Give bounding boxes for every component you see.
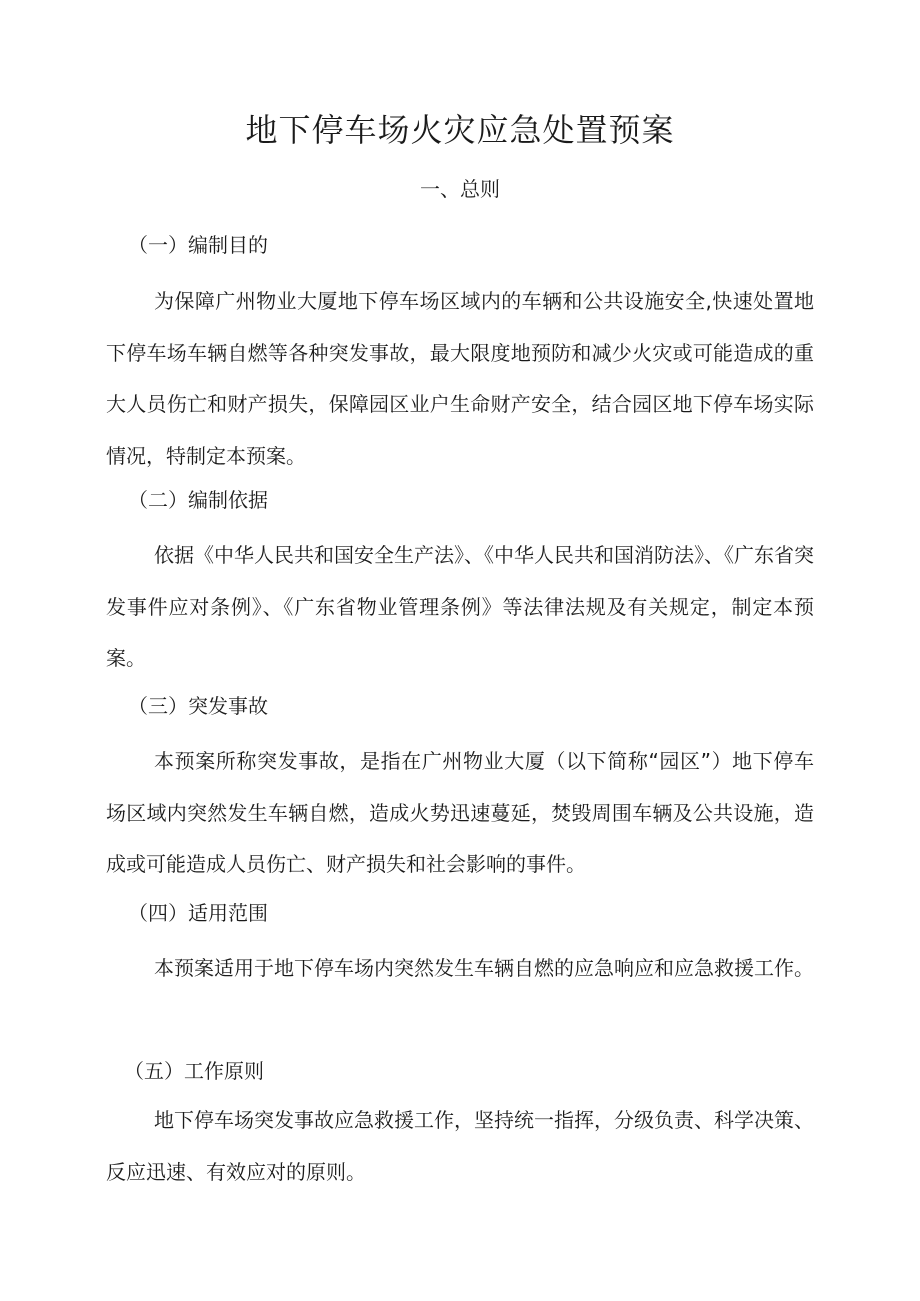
section-body-incident: 本预案所称突发事故，是指在广州物业大厦（以下简称“园区”）地下停车场区域内突然发生车辆自燃，造成火势迅速蔓延，焚毁周围车辆及公共设施，造成或可能造成人员伤亡、财产损失和社会影响的事件。	[106, 749, 814, 876]
section-body-scope: 本预案适用于地下停车场内突然发生车辆自燃的应急响应和应急救援工作。	[154, 956, 814, 980]
section-body-purpose: 为保障广州物业大厦地下停车场区域内的车辆和公共设施安全,快速处置地下停车场车辆自燃等各种突发事故，最大限度地预防和减少火灾或可能造成的重大人员伤亡和财产损失，保障园区业户生命财产安全，结合园区地下停车场实际情况，特制定本预案。	[106, 289, 814, 468]
section-heading-principles: （五）工作原则	[124, 1059, 264, 1083]
section-heading-purpose: （一）编制目的	[128, 233, 268, 257]
section-body-principles: 地下停车场突发事故应急救援工作，坚持统一指挥，分级负责、科学决策、反应迅速、有效应对的原则。	[106, 1108, 814, 1184]
section-heading-scope: （四）适用范围	[128, 901, 268, 925]
document-title: 地下停车场火灾应急处置预案	[245, 111, 675, 149]
section-heading-incident: （三）突发事故	[128, 694, 268, 718]
section-heading-basis: （二）编制依据	[128, 488, 268, 512]
section-body-basis: 依据《中华人民共和国安全生产法》、《中华人民共和国消防法》、《广东省突发事件应对条例》、《广东省物业管理条例》等法律法规及有关规定，制定本预案。	[106, 543, 814, 670]
chapter-heading: 一、总则	[420, 177, 500, 201]
